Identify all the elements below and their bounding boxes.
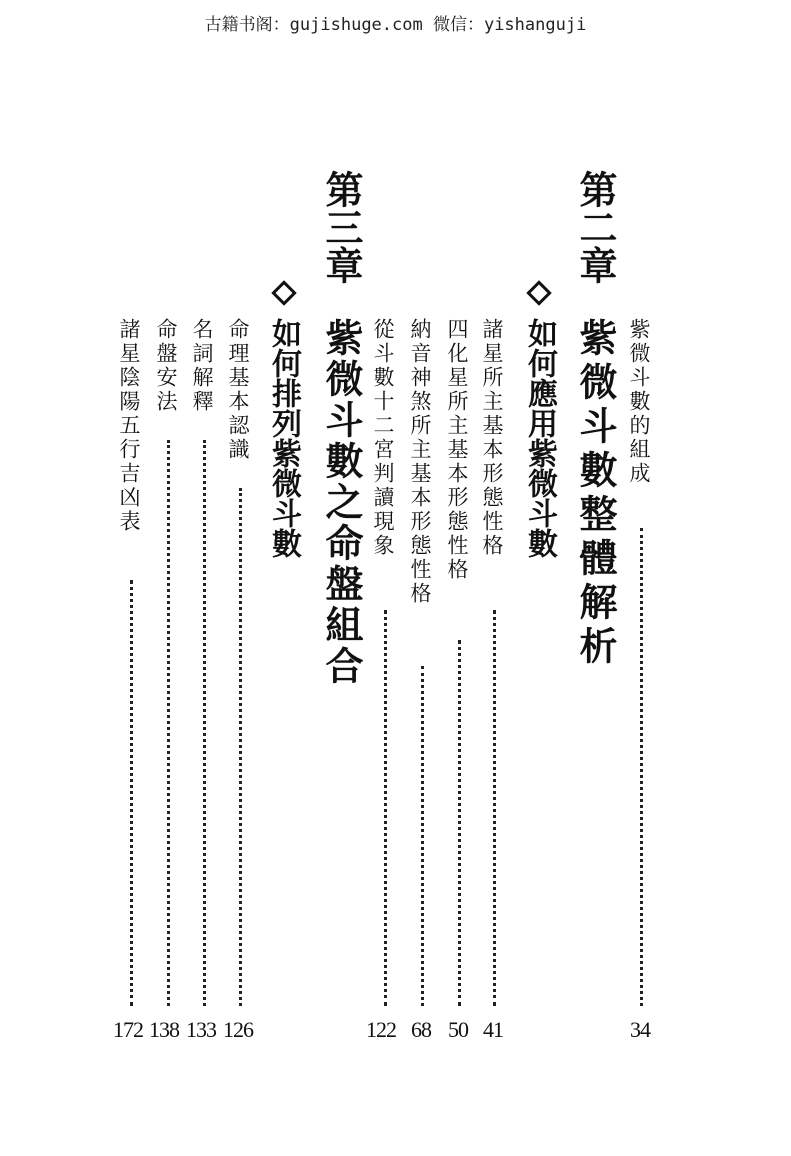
toc-entry: 名詞解釋 [190,318,214,414]
page-number: 138 [149,1017,179,1042]
page-number: 133 [186,1017,216,1042]
chapter-3-title: 紫微斗數之命盤組合 [319,318,363,687]
page-number: 50 [448,1017,468,1042]
chapter-2-title: 紫微斗數整體解析 [573,318,617,670]
chapter-2-label: 第二章 [573,170,617,284]
dot-leader [458,640,461,1006]
diamond-bullet-icon [271,280,296,305]
toc-entry: 命理基本認識 [226,318,250,462]
dot-leader [130,580,133,1006]
page-number: 68 [411,1017,431,1042]
section-title-apply: 如何應用紫微斗數 [522,318,557,558]
page-number: 126 [223,1017,253,1042]
toc-entry: 命盤安法 [154,318,178,414]
chapter-3-label: 第三章 [319,170,363,284]
dot-leader [203,440,206,1006]
dot-leader [239,488,242,1006]
page-number: 172 [113,1017,143,1042]
diamond-bullet-icon [526,280,551,305]
page-number: 41 [483,1017,503,1042]
toc-entry: 納音神煞所主基本形態性格 [408,318,432,606]
section-title-arrange: 如何排列紫微斗數 [266,318,301,558]
toc-entry-chapter2-composition: 紫微斗數的組成 [627,318,651,486]
dot-leader [167,440,170,1006]
dot-leader [384,610,387,1006]
toc-entry: 從斗數十二宮判讀現象 [371,318,395,558]
dot-leader [493,610,496,1006]
toc-entry: 四化星所主基本形態性格 [445,318,469,582]
dot-leader [421,666,424,1006]
watermark-header: 古籍书阁：gujishuge.com 微信：yishanguji [204,15,587,35]
page-number: 34 [630,1017,650,1042]
page-number: 122 [366,1017,396,1042]
toc-entry: 諸星所主基本形態性格 [480,318,504,558]
dot-leader [640,528,643,1006]
toc-entry: 諸星陰陽五行吉凶表 [117,318,141,534]
